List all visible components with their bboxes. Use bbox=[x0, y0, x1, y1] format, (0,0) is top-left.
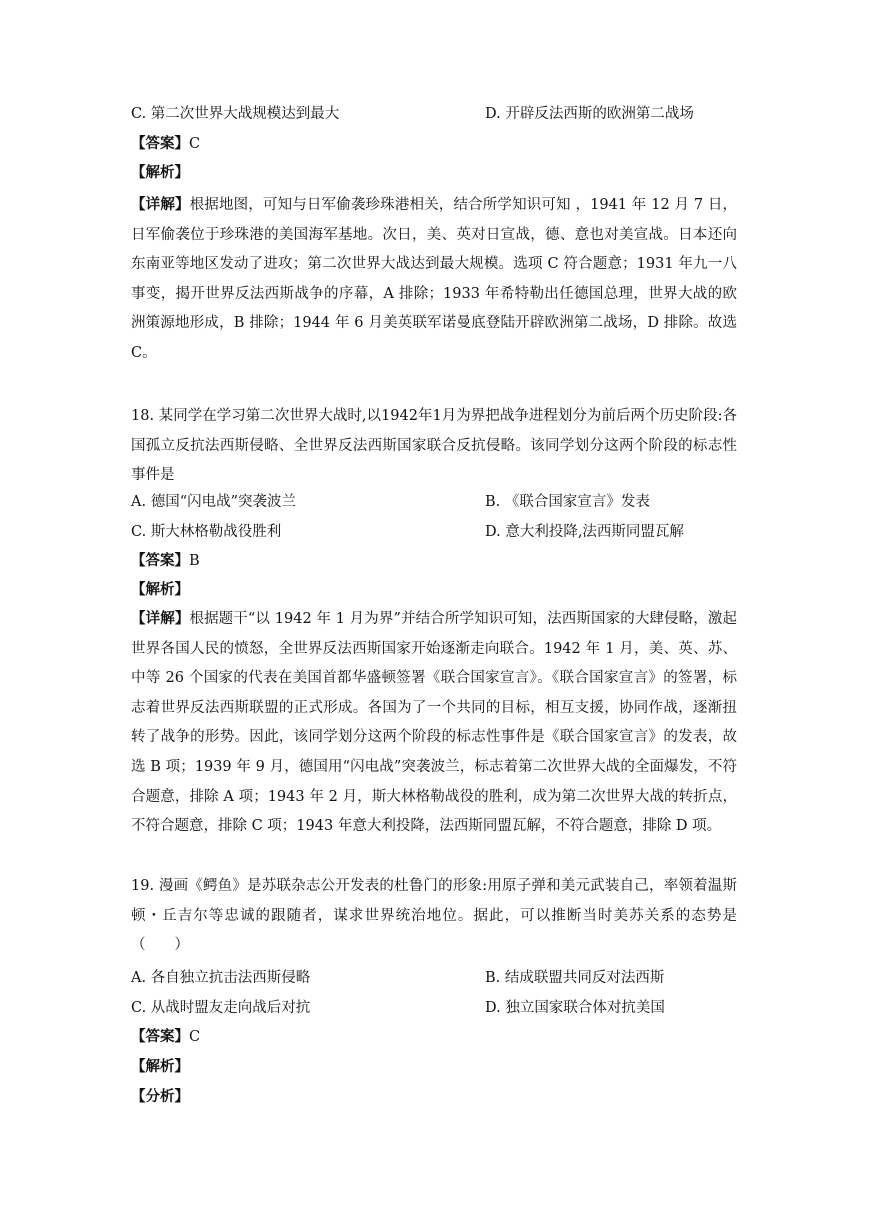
q19-fenxi-label: 【分析】 bbox=[131, 1088, 189, 1105]
q17-option-c: C. 第二次世界大战规模达到最大 bbox=[131, 106, 340, 122]
q18-option-a: A. 德国“闪电战”突袭波兰 bbox=[131, 494, 297, 510]
detail-label: 【详解】 bbox=[131, 196, 190, 213]
q17-analysis-label: 【解析】 bbox=[131, 164, 189, 181]
q18-option-b: B. 《联合国家宣言》发表 bbox=[485, 494, 650, 510]
q19-option-a: A. 各自独立抗击法西斯侵略 bbox=[131, 970, 311, 986]
q19-stem: 19. 漫画《鳄鱼》是苏联杂志公开发表的杜鲁门的形象:用原子弹和美元武装自己，率领着温斯顿・丘吉尔等忠诚的跟随者，谋求世界统治地位。据此，可以推断当时美苏关系的态势是（ ） bbox=[131, 878, 737, 954]
q19-analysis-label: 【解析】 bbox=[131, 1058, 189, 1075]
q18-option-c: C. 斯大林格勒战役胜利 bbox=[131, 524, 282, 540]
answer-label: 【答案】 bbox=[131, 135, 189, 152]
q19-option-c: C. 从战时盟友走向战后对抗 bbox=[131, 1000, 311, 1016]
q19-option-d: D. 独立国家联合体对抗美国 bbox=[485, 1000, 665, 1016]
answer-label: 【答案】 bbox=[131, 552, 189, 569]
q18-analysis-label: 【解析】 bbox=[131, 581, 189, 598]
q17-answer bbox=[131, 134, 200, 154]
q17-detail bbox=[131, 190, 737, 369]
detail-text: 根据题干“以 1942 年 1 月为界”并结合所学知识可知，法西斯国家的大肆侵略，激起世界各国人民的愤怒，全世界反法西斯国家开始逐渐走向联合。1942 年 1 月，美、英、苏、中等 26 个国家的代表在美国首都华盛顿签署《联合国家宣言》。《联合国家宣言》的签署，标志着世界反法西斯联盟的正式形成。各国为了一个共同的目标，相互支援，协同作战，逐渐扭转了战争的形势。因此，该同学划分这两个阶段的标志性事件是《联合国家宣言》的发表，故选 B 项；1939 年 9 月，德国用“闪电战”突袭波兰，标志着第二次世界大战的全面爆发，不符合题意，排除 A 项；1943 年 2 月，斯大林格勒战役的胜利，成为第二次世界大战的转折点，不符合题意，排除 C 项；1943 年意大利投降，法西斯同盟瓦解，不符合题意，排除 D 项。 bbox=[131, 611, 737, 835]
q18-stem: 18. 某同学在学习第二次世界大战时,以1942年1月为界把战争进程划分为前后两个历史阶段:各国孤立反抗法西斯侵略、全世界反法西斯国家联合反抗侵略。该同学划分这两个阶段的标志性事件是 bbox=[131, 408, 737, 484]
answer-value: C bbox=[189, 1029, 201, 1045]
answer-value: B bbox=[189, 553, 200, 569]
q18-detail bbox=[131, 604, 737, 842]
q18-option-d: D. 意大利投降,法西斯同盟瓦解 bbox=[485, 524, 684, 540]
detail-text: 根据地图，可知与日军偷袭珍珠港相关，结合所学知识可知 ，1941 年 12 月 7 日，日军偷袭位于珍珠港的美国海军基地。次日，美、英对日宣战，德、意也对美宣战。日本还向东南亚等地区发动了进攻；第二次世界大战达到最大规模。选项 C 符合题意；1931 年九一八事变，揭开世界反法西斯战争的序幕，A 排除；1933 年希特勒出任德国总理，世界大战的欧洲策源地形成，B 排除；1944 年 6 月美英联军诺曼底登陆开辟欧洲第二战场，D 排除。故选 C。 bbox=[131, 197, 738, 361]
answer-label: 【答案】 bbox=[131, 1028, 189, 1045]
detail-label: 【详解】 bbox=[131, 610, 190, 627]
answer-value: C bbox=[189, 136, 201, 152]
q19-option-b: B. 结成联盟共同反对法西斯 bbox=[485, 970, 665, 986]
q17-option-d: D. 开辟反法西斯的欧洲第二战场 bbox=[485, 106, 694, 122]
q18-answer bbox=[131, 551, 200, 571]
q19-answer bbox=[131, 1027, 200, 1047]
